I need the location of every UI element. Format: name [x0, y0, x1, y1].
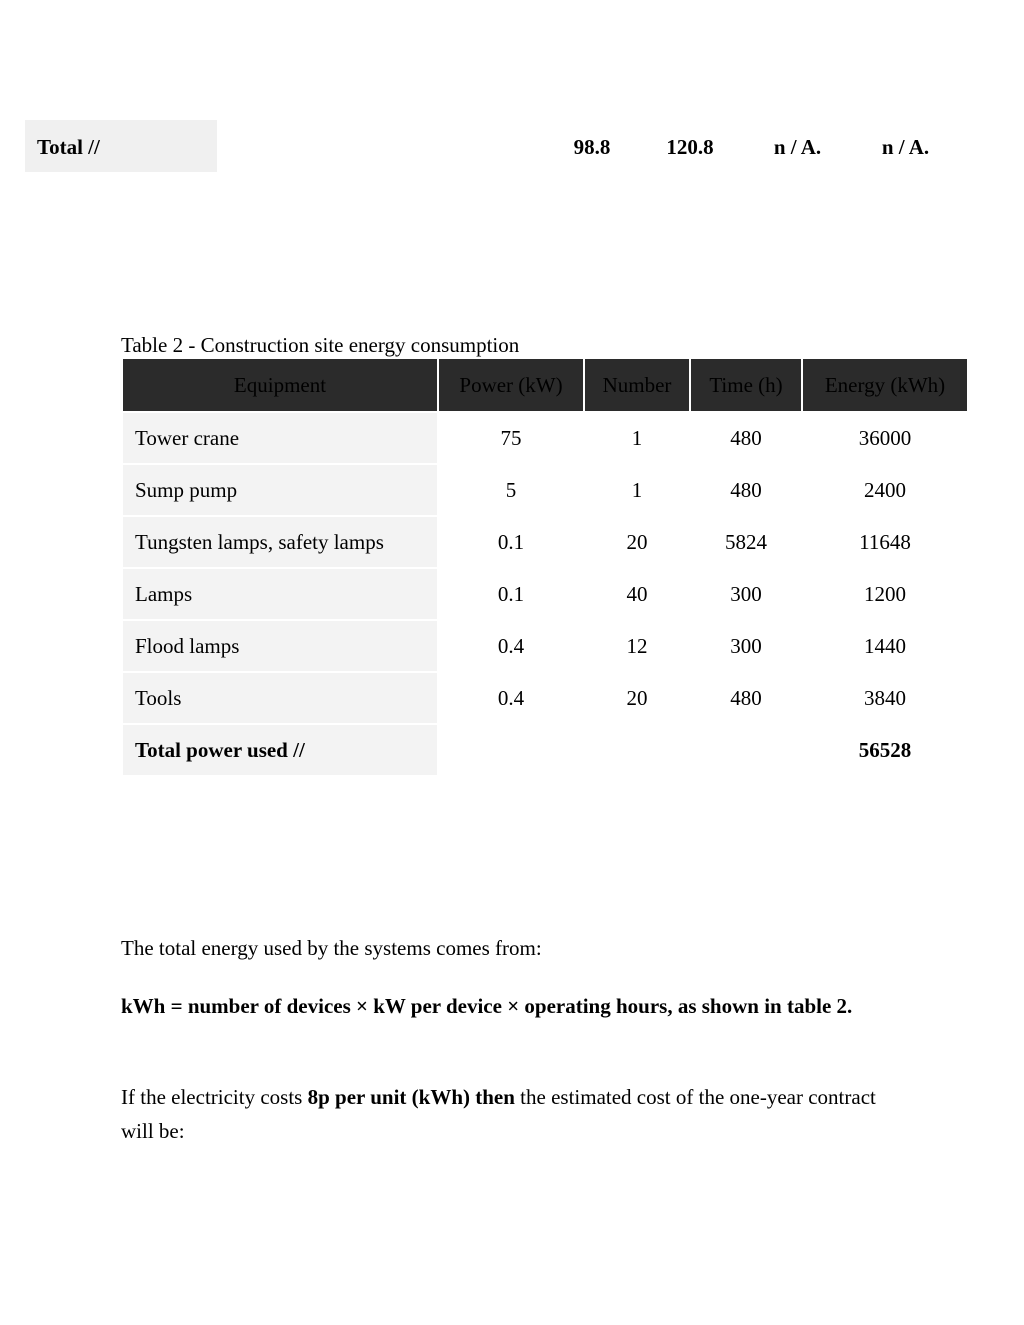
equipment-cell: Flood lamps [123, 621, 437, 671]
cost-text-end: the estimated cost of the one-year contract will be: [121, 1085, 876, 1143]
column-header: Number [585, 359, 689, 411]
table-row [123, 673, 967, 723]
number-cell: 1 [585, 413, 689, 463]
column-header: Equipment [123, 359, 437, 411]
power-cell: 75 [439, 413, 583, 463]
previous-total-value: n / A. [773, 135, 822, 159]
total-label-cell: Total power used // [123, 725, 437, 775]
energy-cell: 1200 [803, 569, 967, 619]
column-header: Power (kW) [439, 359, 583, 411]
paragraph-formula: kWh = number of devices × kW per device × operating hours, as shown in table 2. [121, 994, 853, 1018]
total-energy-cell: 56528 [803, 725, 967, 775]
power-cell: 0.1 [439, 569, 583, 619]
number-cell: 20 [585, 517, 689, 567]
cost-text-start: If the electricity costs [121, 1085, 308, 1109]
time-cell: 480 [691, 413, 801, 463]
table-caption: Table 2 - Construction site energy consumption [121, 333, 520, 357]
number-cell: 12 [585, 621, 689, 671]
time-cell: 480 [691, 465, 801, 515]
energy-cell: 36000 [803, 413, 967, 463]
power-cell: 0.4 [439, 621, 583, 671]
column-header: Energy (kWh) [803, 359, 967, 411]
power-cell: 5 [439, 465, 583, 515]
table-header-row [123, 359, 967, 411]
equipment-cell: Lamps [123, 569, 437, 619]
table-row [123, 569, 967, 619]
time-cell: 5824 [691, 517, 801, 567]
previous-table-total-row [25, 120, 945, 172]
equipment-cell: Tungsten lamps, safety lamps [123, 517, 437, 567]
energy-cell: 2400 [803, 465, 967, 515]
number-cell: 40 [585, 569, 689, 619]
previous-total-value: 120.8 [666, 135, 714, 159]
paragraph-cost [121, 1080, 901, 1148]
paragraph-energy-source: The total energy used by the systems comes from: [121, 936, 542, 960]
empty-cell [439, 725, 583, 775]
equipment-cell: Tower crane [123, 413, 437, 463]
energy-cell: 3840 [803, 673, 967, 723]
time-cell: 480 [691, 673, 801, 723]
time-cell: 300 [691, 621, 801, 671]
power-cell: 0.4 [439, 673, 583, 723]
previous-total-label: Total // [25, 120, 217, 172]
power-cell: 0.1 [439, 517, 583, 567]
energy-cell: 1440 [803, 621, 967, 671]
table-row [123, 413, 967, 463]
table-row [123, 465, 967, 515]
table-row [123, 621, 967, 671]
energy-cell: 11648 [803, 517, 967, 567]
equipment-cell: Sump pump [123, 465, 437, 515]
empty-cell [585, 725, 689, 775]
number-cell: 20 [585, 673, 689, 723]
table-row [123, 517, 967, 567]
number-cell: 1 [585, 465, 689, 515]
equipment-cell: Tools [123, 673, 437, 723]
table-total-row [123, 725, 967, 775]
time-cell: 300 [691, 569, 801, 619]
previous-total-value: 98.8 [573, 135, 611, 159]
column-header: Time (h) [691, 359, 801, 411]
energy-consumption-table [121, 357, 969, 777]
empty-cell [691, 725, 801, 775]
previous-total-value: n / A. [881, 135, 930, 159]
cost-rate-text: 8p per unit (kWh) then [307, 1085, 515, 1109]
